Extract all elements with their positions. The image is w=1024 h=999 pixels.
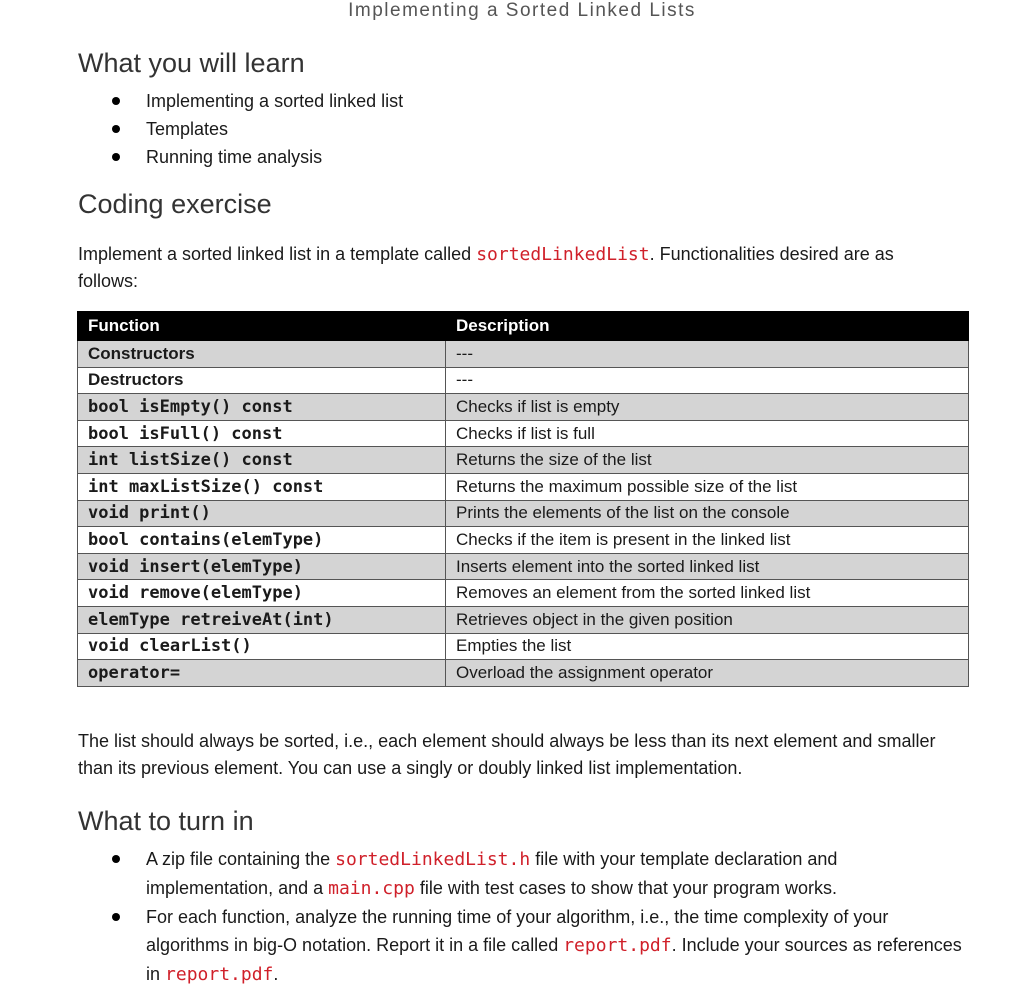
description-cell: Retrieves object in the given position (446, 606, 969, 633)
description-cell: Removes an element from the sorted linked list (446, 580, 969, 607)
table-row (78, 633, 969, 660)
description-cell: --- (446, 341, 969, 368)
table-row (78, 660, 969, 687)
bullet-icon (112, 97, 120, 105)
function-cell: int listSize() const (78, 447, 446, 474)
column-header-function: Function (78, 312, 446, 341)
function-cell: int maxListSize() const (78, 473, 446, 500)
description-cell: Overload the assignment operator (446, 660, 969, 687)
description-cell: Empties the list (446, 633, 969, 660)
bullet-icon (112, 153, 120, 161)
list-item: For each function, analyze the running time of your algorithm, i.e., the time complexity of your algorithms in big-O notation. Report it in a file called report.pdf. Include your sources as references in report.pdf. (112, 903, 962, 989)
inline-code: main.cpp (328, 878, 415, 899)
description-cell: --- (446, 367, 969, 394)
table-body (78, 341, 969, 687)
document-title: Implementing a Sorted Linked Lists (348, 0, 696, 21)
description-cell: Prints the elements of the list on the console (446, 500, 969, 527)
table-row (78, 527, 969, 554)
function-cell: bool isFull() const (78, 420, 446, 447)
sorted-note: The list should always be sorted, i.e., each element should always be less than its next element and smaller than its previous element. You can use a singly or doubly linked list implementation. (78, 731, 936, 778)
table-row (78, 553, 969, 580)
description-cell: Checks if the item is present in the linked list (446, 527, 969, 554)
table-row (78, 420, 969, 447)
column-header-description: Description (446, 312, 969, 341)
function-cell: void clearList() (78, 633, 446, 660)
table-row (78, 447, 969, 474)
turn-in-heading: What to turn in (78, 806, 254, 836)
table-row (78, 473, 969, 500)
bullet-icon (112, 913, 120, 921)
inline-code: sortedLinkedList (476, 244, 650, 265)
function-cell: operator= (78, 660, 446, 687)
table-row (78, 341, 969, 368)
learn-heading: What you will learn (78, 48, 305, 78)
description-cell: Checks if list is full (446, 420, 969, 447)
table-header-row (78, 312, 969, 341)
exercise-intro: Implement a sorted linked list in a template called sortedLinkedList. Functionalities desired are as follows: (78, 244, 894, 291)
list-item: Running time analysis (112, 143, 403, 171)
list-item: Implementing a sorted linked list (112, 87, 403, 115)
list-item: Templates (112, 115, 403, 143)
table-row (78, 500, 969, 527)
description-cell: Returns the maximum possible size of the list (446, 473, 969, 500)
exercise-heading: Coding exercise (78, 189, 272, 219)
list-item: A zip file containing the sortedLinkedList.h file with your template declaration and implementation, and a main.cpp file with test cases to show that your program works. (112, 845, 962, 903)
function-cell: void print() (78, 500, 446, 527)
function-cell: void insert(elemType) (78, 553, 446, 580)
function-cell: bool isEmpty() const (78, 394, 446, 421)
description-cell: Returns the size of the list (446, 447, 969, 474)
inline-code: report.pdf (165, 964, 274, 985)
inline-code: report.pdf (563, 935, 672, 956)
table-row (78, 367, 969, 394)
bullet-icon (112, 125, 120, 133)
function-cell: bool contains(elemType) (78, 527, 446, 554)
bullet-icon (112, 855, 120, 863)
table-row (78, 394, 969, 421)
learn-list (112, 87, 403, 171)
description-cell: Inserts element into the sorted linked list (446, 553, 969, 580)
function-cell: Destructors (78, 367, 446, 394)
function-cell: elemType retreiveAt(int) (78, 606, 446, 633)
inline-code: sortedLinkedList.h (335, 849, 531, 870)
turn-in-list (112, 845, 962, 989)
table-row (78, 606, 969, 633)
function-cell: Constructors (78, 341, 446, 368)
description-cell: Checks if list is empty (446, 394, 969, 421)
table-row (78, 580, 969, 607)
function-cell: void remove(elemType) (78, 580, 446, 607)
function-table (77, 311, 969, 687)
